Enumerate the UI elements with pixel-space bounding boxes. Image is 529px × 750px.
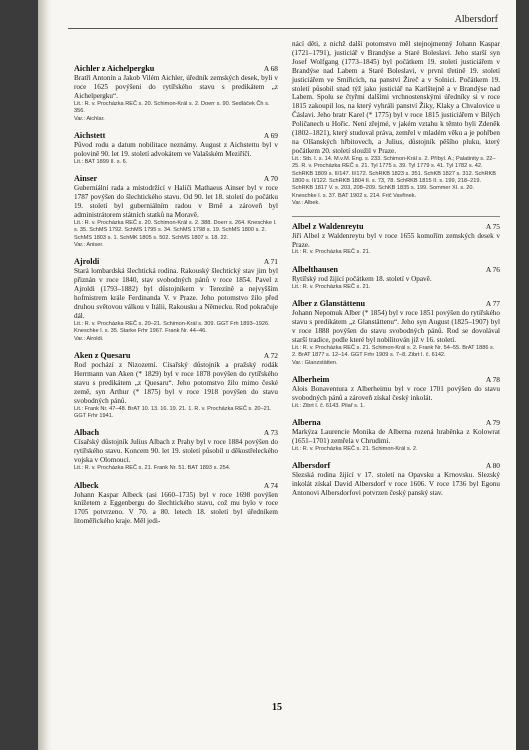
- entry-number: A 78: [485, 375, 500, 384]
- entry-heading: [292, 461, 500, 471]
- entry-name: Alberna: [292, 418, 321, 428]
- entry-name: Alberheim: [292, 375, 330, 384]
- entry-literature: Lit.: R. v. Procházka REČ s. 20–21. Schimon-Král s. 309. GGT Frh 1893–1926. Kneschke I. s. 35. Starke Frhr 1967. Frank Nr. 44–46.: [74, 320, 270, 335]
- page-number: 15: [272, 702, 282, 713]
- dictionary-entry: [292, 418, 500, 453]
- dictionary-entry: [292, 265, 500, 291]
- entry-name: Aichstett: [74, 130, 106, 140]
- entry-body: Johann Kaspar Albeck (asi 1660–1735) byl v roce 1698 povýšen knížetem z Eggenbergu do šlechtického stavu, což mu bylo v roce 1705 potvrzeno. V 70. a 80. letech 18. století byl úředníkem litoměřického kraje. Měl jedi-: [74, 490, 278, 526]
- entry-heading: [74, 481, 278, 491]
- entry-literature: Lit.: R. v. Procházka REČ s. 21.: [292, 283, 371, 290]
- entry-number: A 77: [485, 299, 500, 309]
- header-rule: [68, 28, 498, 29]
- entry-body: Slezská rodina žijící v 17. století na Opavsku a Krnovsku. Slezský inkolát získal David Albersdorf v roce 1606. V roce 1736 byl Egonu Antonovi Albersdorfovi potvrzen český panský stav.: [292, 471, 500, 498]
- entry-literature: Lit.: R. v. Procházka REČ s. 21. Schimon-Král s. 2.: [292, 446, 418, 453]
- entry-number: A 72: [263, 351, 278, 361]
- entry-literature: Lit.: Zibrt I. č. 6143. Pilař s. 1.: [292, 402, 365, 409]
- entry-name: Albersdorf: [292, 461, 331, 471]
- dictionary-entry: [74, 131, 278, 166]
- entry-body: Císařský důstojník Julius Albach z Prahy byl v roce 1884 povýšen do rytířského stavu. Koncem 90. let 19. století působil u děkostřeleckého vojska v Olomouci.: [74, 438, 278, 465]
- entry-heading: [292, 375, 500, 385]
- entry-body: Guberniální rada a místodržící v Haliči Mathaeus Ainser byl v roce 1787 povýšen do šlechtického stavu. Od 90. let 18. století do počátku 19. století byl guberniálním radou v Brně a zároveň byl administrátorem státních statků na Moravě.: [74, 184, 278, 219]
- entry-body: nácí děti, z nichž další potomstvo měl stejnojmenný Johann Kaspar (1721–1791), justiciář v Brandýse a Staré Boleslavi. Jeho starší syn Josef Wolfgang (1773–1845) byl počátkem 19. století justiciářem v Brandýse nad Labem a Staré Boleslavi, v první třetině 19. století justiciářem ve Smiřicích, na panství Žireč a v Solnici. Počátkem 19. století působil snad týž jako justiciář na Karlštejně a v Brandýse nad Labem. Spolu se čtyřmi dalšími vrchnostenskými úředníky si v roce 1815 zakoupil los, na který vyhráli panství Žiky, Klaky a Chvalovice u Čáslavi. Jeho bratr Karel (* 1775) byl v roce 1815 justiciářem v Bílých Poličanech u Hořic. Není zřejmé, v jakém vztahu k těmto byli Zdeněk (1802–1821), který studoval práva, zemřel v mladém věku a je pohřben na Olšanských hřbitovech, a Julius, důstojník pěšího pluku, který počátkem 20. století sloužil v Praze.: [292, 40, 500, 155]
- entry-heading: [74, 428, 278, 438]
- entry-number: A 71: [263, 257, 278, 267]
- entry-literature: Lit.: R. v. Procházka REČ s. 20. Schimon-Král s. 2. 388. Doerr s. 264. Kneschke I. s. 35. SchMS 1792. SchMS 1795 s. 34. SchMS 1798 s. 19. SchMS 1800 s. 2. SchMS 1803 s. 1. SchMK 1805 s. 502. SchMS 1807 s. 18. 22.: [74, 219, 277, 241]
- entry-body: Bratři Antonín a Jakob Vilém Aichler, úředník zemských desek, byli v roce 1625 povýšeni do rytířského stavu s predikátem „z Aichelpergku“.: [74, 74, 278, 100]
- entry-heading: [74, 174, 278, 184]
- entry-heading: [292, 299, 500, 309]
- running-head: Albersdorf: [454, 14, 498, 25]
- entry-number: A 80: [485, 461, 500, 471]
- entry-name: Ajroldi: [74, 257, 100, 267]
- entry-body: Jiří Albel z Waldenreytu byl v roce 1655 komořím zemských desek v Praze.: [292, 231, 500, 249]
- entry-variant: Var.: Airoldi.: [74, 335, 104, 342]
- entry-body: Rod pochází z Nizozemí. Císařský důstojník a pražský rodák Herrmann van Aken (* 1829) byl v roce 1878 povýšen do rytířského stavu s predikátem „z Quesaru“. Jeho potomstvo žilo mimo české země, syn Arthur (* 1875) byl v roce 1918 povýšen do stavu svobodných pánů.: [74, 361, 278, 405]
- entry-variant: Var.: Aichlar.: [74, 115, 105, 122]
- dictionary-entry: [74, 481, 278, 527]
- entry-heading: [292, 418, 500, 428]
- entry-name: Ainser: [74, 174, 98, 184]
- entry-number: A 68: [263, 64, 278, 73]
- entry-literature: Lit.: Frank Nr. 47–48. BrAT 10. 13. 16. 19. 21. 1. R. v. Procházka REČ s. 20–21. GGT Frhr 1941.: [74, 405, 272, 419]
- dictionary-entry: [74, 428, 278, 472]
- entry-heading: [74, 351, 278, 361]
- entry-literature: Lit.: R. v. Procházka REČ s. 20. Schimon-Král s. 2. Doerr s. 90. Sedláček Čh s. 356.: [74, 100, 270, 115]
- dictionary-entry: [292, 461, 500, 498]
- dictionary-entry: [74, 257, 278, 343]
- book-page: [38, 0, 516, 750]
- right-column: [292, 40, 500, 506]
- entry-literature: Lit.: R. v. Procházka REČ s. 21. Frank Nr. 51. BAT 1893 s. 254.: [74, 465, 231, 472]
- page-gutter: [38, 0, 52, 750]
- entry-number: A 69: [263, 130, 278, 140]
- entry-heading: [74, 131, 278, 141]
- entry-heading: [292, 222, 500, 232]
- entry-body: Rytířský rod žijící počátkem 18. století v Opavě.: [292, 274, 432, 283]
- entry-name: Albach: [74, 428, 100, 438]
- entry-number: A 79: [485, 418, 500, 428]
- entry-name: Albeck: [74, 480, 99, 490]
- entry-name: Albel z Waldenreytu: [292, 221, 364, 231]
- entry-literature: Lit.: R. v. Procházka REČ s. 21.: [292, 249, 371, 256]
- entry-name: Albelthausen: [292, 264, 338, 274]
- entry-heading: [74, 64, 278, 74]
- entry-body: Alois Bonaventura z Alberheimu byl v roce 1701 povýšen do stavu svobodných pánů a zároveň získal český inkolát.: [292, 385, 500, 402]
- entry-name: Aken z Quesaru: [74, 351, 131, 361]
- entry-variant: Var.: Glanzstätten.: [292, 359, 338, 366]
- entry-separator: [292, 216, 500, 217]
- entry-name: Aichler z Aichelpergku: [74, 64, 155, 73]
- entry-variant: Var.: Aniser.: [74, 242, 104, 248]
- dictionary-entry: [292, 299, 500, 367]
- dictionary-entry: [74, 174, 278, 249]
- entry-body: Johann Nepomuk Alber (* 1854) byl v roce 1851 povýšen do rytířského stavu s predikátem „z Glanstättenu“. Jeho syn August (1825–1907) byl v roce 1888 povýšen do stavu svobodných pánů. Rod se dovolával starší tradice, podle které byl nobilitován již v 16. století.: [292, 309, 500, 344]
- dictionary-entry: [74, 351, 278, 420]
- entry-number: A 76: [485, 264, 500, 274]
- entry-name: Alber z Glanstättenu: [292, 299, 366, 309]
- entry-literature: Lit.: Stb. I. s. 14. M.v.M. Eng. s. 233. Schimon-Král s. 2. Příbyl. A.; Palatinity s. 22–25. R. v. Procházka REČ s. 21. Tyl 1775 s. 39. Tyl 1779 s. 41. Tyl 1782 s. 42. SchRKB 1809 s. II/147. II/172. SchRKB 1823 s. 351. SchKB 1827 s. 312. SchRKB 1800 s. II/122. SchRKB 1804 II. s. 73, 78. SchRKB 1815 II. s. 199, 218–219. SchRKB 1817 V. s. 203, 208–209. SchKB 1835 s. 199. Sommer XI. s. 20. Kneschke I. s. 37. BAT 1902 s. 214. Frič Vavřinek.: [292, 155, 496, 199]
- entry-variant: Var.: Albek.: [292, 200, 320, 207]
- entry-number: A 70: [263, 174, 278, 184]
- entry-body: Markýza Laurencie Monika de Alberna rozená hraběnka z Kolowrat (1651–1701) zemřela v Chrudimi.: [292, 428, 500, 446]
- dictionary-entry: [74, 64, 278, 123]
- entry-number: A 73: [263, 428, 278, 438]
- entry-heading: [292, 265, 500, 275]
- entry-literature: Lit.: R. v. Procházka REČ s. 21. Schimon-Král s. 2. Frank Nr. 54–55. BrAT 1886 s. 2. BrAT 1877 s. 12–14. GGT Frhr 1909 s. 7–8. Zibrt I. č. 6142.: [292, 344, 495, 359]
- dictionary-entry: [292, 40, 500, 208]
- entry-body: Původ rodu a datum nobilitace neznámy. August z Aichstettu byl v polovině 90. let 19. století advokátem ve Valašském Meziříčí.: [74, 140, 278, 158]
- entry-heading: [74, 257, 278, 267]
- entry-number: A 74: [263, 480, 278, 490]
- entry-body: Stará lombardská šlechtická rodina. Rakouský šlechtický stav jim byl přiznán v roce 1840, stav svobodných pánů v roce 1854. Pavel z Ajroldi (1793–1882) byl důstojníkem v Terezíně a nejvyšším hofmistrem krále Ferdinanda V. v Praze. Jeho potomstvo žilo před druhou světovou válkou v Itálii, Rakousku a Německu. Rod pokračuje dál.: [74, 267, 278, 320]
- entry-literature: Lit.: BAT 1899 II. s. 6.: [74, 158, 128, 165]
- entry-number: A 75: [485, 221, 500, 231]
- dictionary-entry: [292, 375, 500, 410]
- left-column: [74, 64, 278, 534]
- dictionary-entry: [292, 222, 500, 257]
